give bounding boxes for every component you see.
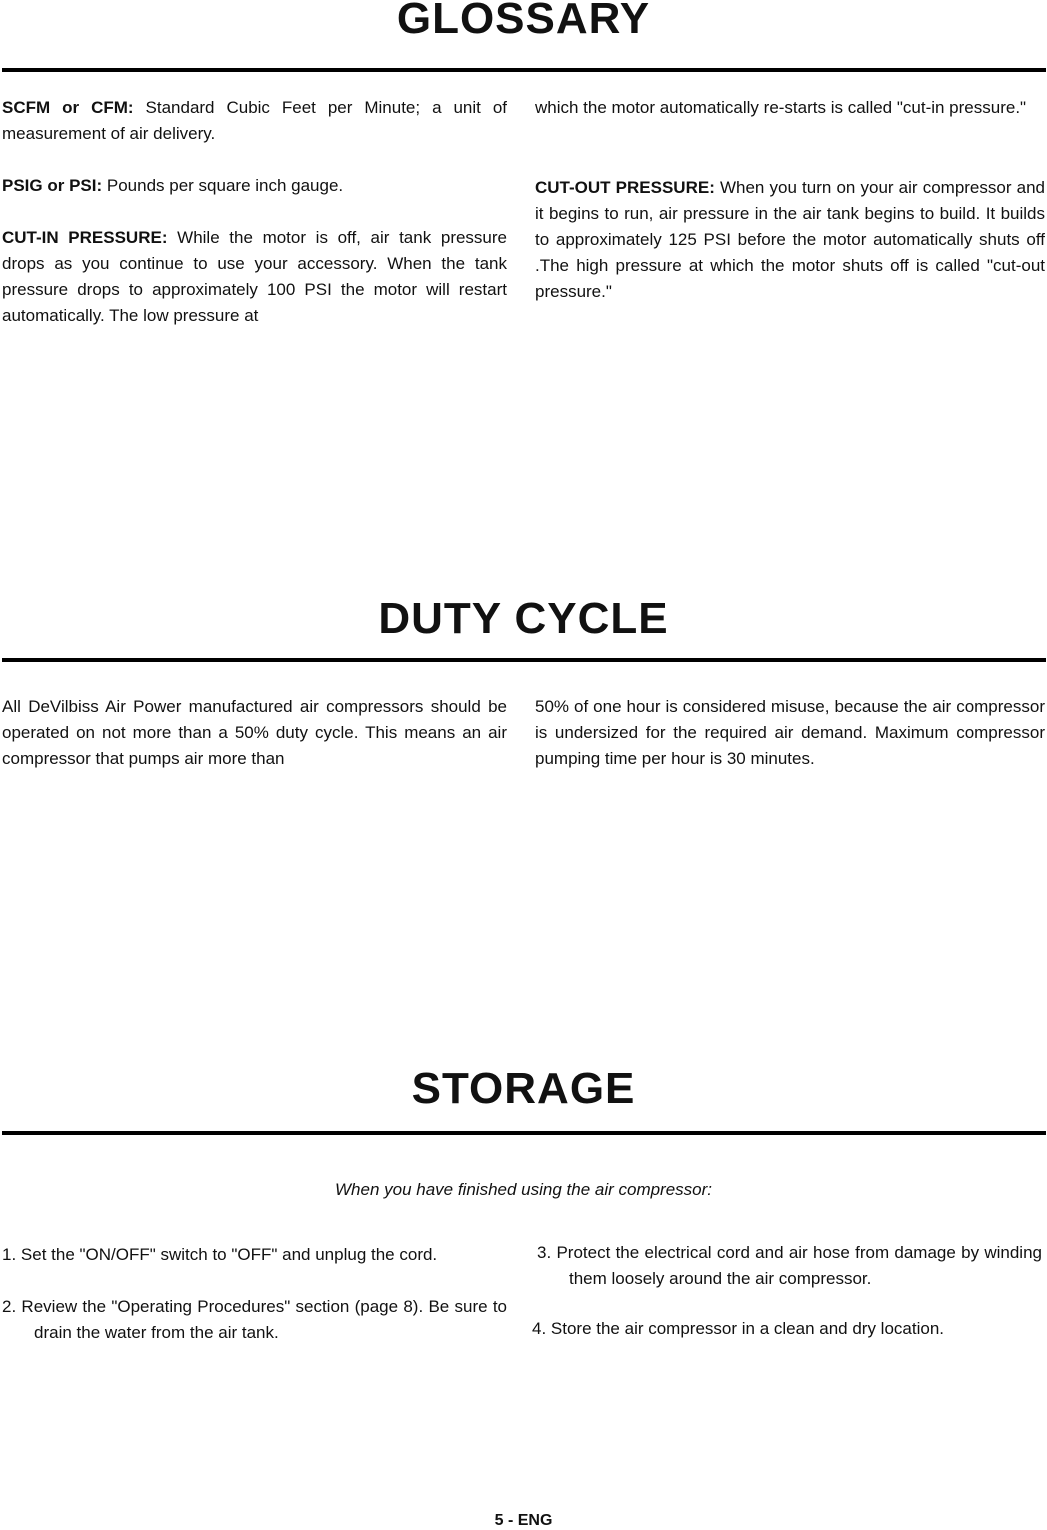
duty-cycle-title: DUTY CYCLE [378, 594, 669, 643]
storage-item: 1. Set the "ON/OFF" switch to "OFF" and unplug the cord. [2, 1245, 438, 1264]
definition: While the motor is off, air tank pressure drops as you continue to use your accessory. When the tank pressure drops to approximately 100 PSI the motor will restart automatically. The low pressure at [2, 228, 508, 325]
storage-title: STORAGE [411, 1064, 636, 1113]
term: CUT-IN PRESSURE: [2, 228, 168, 247]
definition: Pounds per square inch gauge. [102, 176, 344, 195]
glossary-right-column [535, 95, 1045, 305]
divider [2, 1131, 1046, 1135]
glossary-entry-scfm [2, 95, 507, 147]
glossary-cutin-continued: which the motor automatically re-starts is called "cut-in pressure." [535, 98, 1027, 117]
glossary-title: GLOSSARY [396, 0, 651, 43]
term: PSIG or PSI: [2, 176, 103, 195]
duty-cycle-right-text: 50% of one hour is considered misuse, because the air compressor is undersized for the required air demand. Maximum compressor pumping time per hour is 30 minutes. [535, 697, 1045, 768]
definition: When you turn on your air compressor and it begins to run, air pressure in the air tank begins to build. It builds to approximately 125 PSI before the motor automatically shuts off .The high pressure at which the motor shuts off is called "cut-out pressure." [535, 178, 1045, 301]
glossary-entry-cutin [2, 225, 507, 329]
term: CUT-OUT PRESSURE: [535, 178, 715, 197]
glossary-left-column [2, 95, 507, 329]
divider [2, 68, 1046, 72]
storage-item: 2. Review the "Operating Procedures" section (page 8). Be sure to drain the water from the air tank. [2, 1297, 507, 1342]
glossary-entry-cutout [535, 175, 1045, 305]
storage-item: 3. Protect the electrical cord and air hose from damage by winding them loosely around the air compressor. [537, 1243, 1042, 1288]
glossary-entry-psig [2, 173, 507, 199]
definition: Standard Cubic Feet per Minute; a unit of measurement of air delivery. [2, 98, 508, 143]
divider [2, 658, 1046, 662]
storage-item: 4. Store the air compressor in a clean and dry location. [532, 1319, 944, 1338]
storage-intro: When you have finished using the air compressor: [334, 1180, 713, 1199]
page-number: 5 - ENG [494, 1512, 553, 1529]
term: SCFM or CFM: [2, 98, 134, 117]
duty-cycle-left-text: All DeVilbiss Air Power manufactured air compressors should be operated on not more than a 50% duty cycle. This means an air compressor that pumps air more than [2, 697, 507, 768]
